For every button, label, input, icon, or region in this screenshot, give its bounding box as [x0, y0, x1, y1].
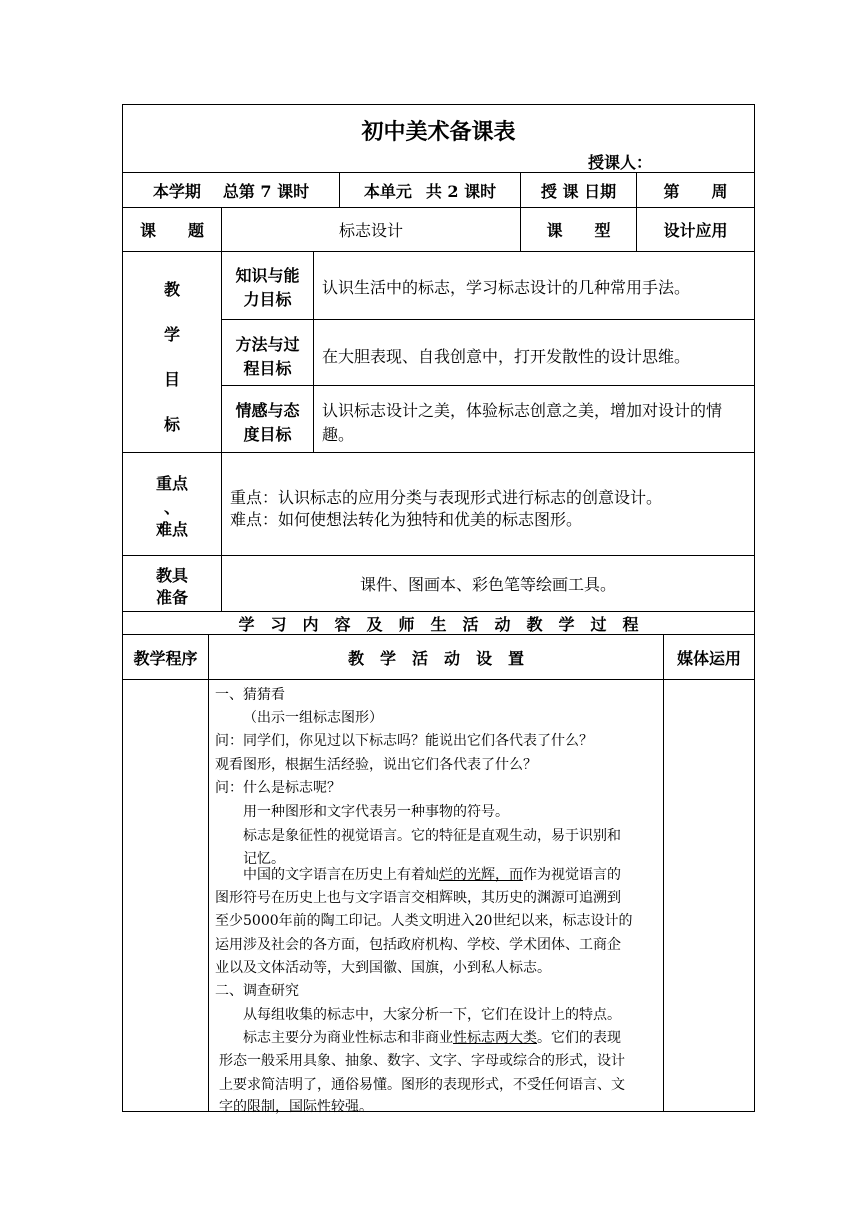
objectives-label-char: 目: [163, 370, 180, 389]
unit-label: 本单元: [363, 181, 412, 201]
activity-line: 观看图形，根据生活经验，说出它们各代表了什么？: [215, 757, 537, 773]
process-section-title-cell: [122, 611, 755, 635]
unit-cell: [339, 172, 521, 208]
activities-body-cell: [208, 679, 664, 1115]
type-label: 课 型: [546, 221, 611, 240]
key-points-label-cell: 重点 、 难点: [122, 452, 222, 556]
activity-line: 从每组收集的标志中，大家分析一下，它们在设计上的特点。: [243, 1007, 621, 1023]
teacher-label: 授课人：: [588, 153, 653, 172]
topic-label: 课 题: [139, 221, 204, 240]
objectives-label-cell: [122, 251, 222, 453]
unit-lessons: 共 2 课时: [425, 181, 497, 201]
type-value-cell: [636, 207, 755, 252]
media-body-cell: [663, 679, 755, 1112]
underlined-text: 烂的光辉，而: [439, 867, 523, 883]
objectives-label-char: 标: [163, 415, 180, 434]
tools-label-cell: 教具 准备: [122, 555, 222, 612]
activity-line: 字的限制，国际性较强。: [219, 1099, 373, 1115]
objective-text-method: 在大胆表现、自我创意中，打开发散性的设计思维。: [313, 319, 755, 386]
activity-line: 标志是象征性的视觉语言。它的特征是直观生动，易于识别和: [243, 828, 621, 844]
activity-line: 用一种图形和文字代表另一种事物的符号。: [243, 804, 509, 820]
activity-line: （出示一组标志图形）: [243, 710, 383, 726]
activity-line: 至少5000年前的陶工印记。人类文明进入20世纪以来，标志设计的: [215, 913, 633, 929]
activity-line: 图形符号在历史上也与文字语言交相辉映，其历史的渊源可追溯到: [215, 890, 621, 906]
topic-label-cell: [122, 207, 222, 252]
objective-text-knowledge: 认识生活中的标志，学习标志设计的几种常用手法。: [313, 251, 755, 320]
activity-line: 问：同学们，你见过以下标志吗？能说出它们各代表了什么？: [215, 733, 593, 749]
activity-line: 运用涉及社会的各方面，包括政府机构、学校、学术团体、工商企: [215, 937, 621, 953]
objectives-label-char: 教: [163, 280, 180, 299]
activity-line: 业以及文体活动等，大到国徽、国旗，小到私人标志。: [215, 960, 551, 976]
key-point-line: 重点：认识标志的应用分类与表现形式进行标志的创意设计。: [230, 488, 663, 507]
date-label-cell: [520, 172, 637, 208]
week-cell: [636, 172, 755, 208]
activity-line: 中国的文字语言在历史上有着灿烂的光辉，而作为视觉语言的: [243, 867, 621, 883]
title-block: [122, 104, 755, 173]
type-value: 设计应用: [663, 221, 728, 240]
tools-text: 课件、图画本、彩色笔等绘画工具。: [359, 575, 616, 594]
week-value: 第 周: [663, 181, 728, 201]
activity-line: 一、猜猜看: [215, 687, 285, 703]
media-header: 媒体运用: [676, 648, 741, 668]
key-points-text-cell: [221, 452, 755, 556]
semester-label: 本学期: [152, 181, 201, 201]
page-title: 初中美术备课表: [361, 119, 516, 145]
activity-line: 标志主要分为商业性标志和非商业性标志两大类。它们的表现: [243, 1030, 621, 1046]
process-section-title: 学 习 内 容 及 师 生 活 动 教 学 过 程: [238, 614, 639, 634]
activity-line: 形态一般采用具象、抽象、数字、文字、字母或综合的形式，设计: [219, 1053, 625, 1069]
objective-name-emotion: 情感与态 度目标: [221, 385, 314, 453]
semester-cell: [122, 172, 340, 208]
activity-line: 记忆。: [243, 851, 285, 867]
activity-line: 上要求简洁明了，通俗易懂。图形的表现形式，不受任何语言、文: [219, 1077, 625, 1093]
activity-line: 问：什么是标志呢？: [215, 780, 341, 796]
activities-header: 教 学 活 动 设 置: [347, 648, 524, 668]
activities-header-cell: [208, 634, 664, 680]
objective-name-method: 方法与过 程目标: [221, 319, 314, 386]
objective-text-emotion: 认识标志设计之美，体验标志创意之美，增加对设计的情 趣。: [313, 385, 755, 453]
topic-value-cell: [221, 207, 521, 252]
total-lessons: 总第 7 课时: [222, 181, 310, 201]
topic-value: 标志设计: [338, 221, 403, 240]
underlined-text: 性标志两大类: [453, 1030, 537, 1046]
objective-name-knowledge: 知识与能 力目标: [221, 251, 314, 320]
media-header-cell: [663, 634, 755, 680]
procedure-header: 教学程序: [133, 648, 198, 668]
type-label-cell: [520, 207, 637, 252]
procedure-body-cell: [122, 679, 209, 1112]
objectives-label-char: 学: [163, 325, 180, 344]
tools-text-cell: [221, 555, 755, 612]
date-label: 授 课 日期: [540, 181, 617, 201]
difficult-point-line: 难点：如何使想法转化为独特和优美的标志图形。: [230, 510, 583, 529]
procedure-header-cell: [122, 634, 209, 680]
activity-line: 二、调查研究: [215, 983, 299, 999]
